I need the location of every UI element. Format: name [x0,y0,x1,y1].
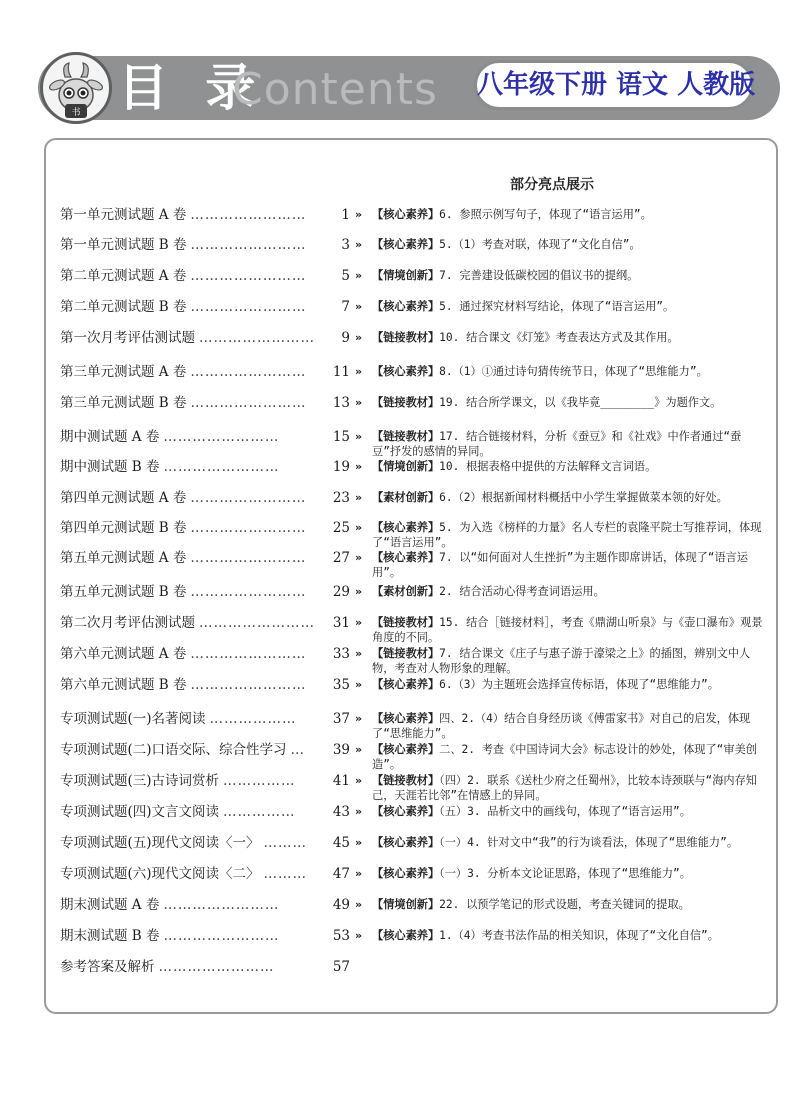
highlight-note [372,677,767,692]
toc-entry-label: 专项测试题(五)现代文阅读〈一〉 [60,835,260,851]
toc-entry-label: 第五单元测试题 B 卷 [60,584,187,600]
dot-leader: …………………… [190,395,307,411]
toc-page-number: 1 [341,207,350,223]
toc-page-number: 13 [332,395,350,411]
toc-entry-label: 期中测试题 B 卷 [60,459,160,475]
dot-leader: …………………… [190,490,307,506]
toc-entry-title[interactable] [60,296,340,318]
highlight-note [372,459,767,474]
toc-entry-title[interactable] [60,643,340,665]
dot-leader: ……………… [209,711,297,727]
highlight-text: （五）3. 品析文中的画线句，体现了“语言运用”。 [439,805,691,818]
toc-page-number: 23 [332,490,350,506]
toc-entry-label: 专项测试题(二)口语交际、综合性学习 [60,742,287,758]
highlight-tag: 【核心素养】 [372,712,440,725]
highlight-text: 17. 结合链接材料，分析《蚕豆》和《社戏》中作者通过“蚕豆”抒发的感情的异同。 [372,430,742,458]
toc-row[interactable] [0,894,790,918]
highlight-tag: 【核心素养】 [372,300,440,313]
toc-row[interactable] [0,456,790,480]
toc-entry-title[interactable] [60,456,340,478]
toc-page-number: 15 [332,429,350,445]
highlight-note [372,237,767,252]
toc-page-number: 7 [341,299,350,315]
highlight-tag: 【核心素养】 [372,521,440,534]
double-chevron-icon: » [355,678,363,691]
toc-entry-label: 第二单元测试题 B 卷 [60,299,187,315]
double-chevron-icon: » [355,551,363,564]
toc-page-number: 11 [332,364,350,380]
toc-entry-label: 第六单元测试题 A 卷 [60,646,187,662]
toc-entry-label: 专项测试题(六)现代文阅读〈二〉 [60,866,260,882]
highlight-tag: 【核心素养】 [372,805,440,818]
double-chevron-icon: » [355,929,363,942]
dot-leader: …………………… [163,897,280,913]
double-chevron-icon: » [355,208,363,221]
double-chevron-icon: » [355,491,363,504]
toc-row[interactable] [0,234,790,258]
highlight-note [372,615,767,645]
double-chevron-icon: » [355,712,363,725]
toc-entry-title[interactable] [60,894,340,916]
highlight-tag: 【情境创新】 [372,269,440,282]
highlight-note [372,207,767,222]
toc-page-number: 39 [332,742,350,758]
double-chevron-icon: » [355,585,363,598]
double-chevron-icon: » [355,647,363,660]
highlight-text: 7. 结合课文《庄子与惠子游于濠梁之上》的插图，辨别文中人物，考查对人物形象的理解。 [372,647,751,675]
dot-leader: …………………… [158,959,275,975]
highlight-text: 二、2. 考查《中国诗词大会》标志设计的妙处，体现了“审美创造”。 [372,743,757,771]
toc-entry-label: 专项测试题(三)古诗词赏析 [60,773,220,789]
highlight-tag: 【核心素养】 [372,743,440,756]
toc-row[interactable] [0,863,790,887]
dot-leader: …………………… [190,299,307,315]
highlight-note [372,835,767,850]
toc-row[interactable] [0,296,790,320]
highlight-text: 1.（4）考查书法作品的相关知识，体现了“文化自信”。 [439,929,719,942]
dot-leader: … [290,742,306,758]
dot-leader: …………………… [190,646,307,662]
highlight-text: 四、2.（4）结合自身经历谈《傅雷家书》对自己的启发，体现了“思维能力”。 [372,712,751,740]
dot-leader: …………………… [190,550,307,566]
toc-page-number: 3 [341,237,350,253]
toc-row[interactable] [0,327,790,351]
highlight-tag: 【核心素养】 [372,551,440,564]
toc-entry-label: 第四单元测试题 B 卷 [60,520,187,536]
toc-entry-label: 期末测试题 A 卷 [60,897,160,913]
dot-leader: …………………… [163,928,280,944]
highlight-tag: 【素材创新】 [372,491,440,504]
toc-entry-label: 专项测试题(四)文言文阅读 [60,804,220,820]
highlight-text: 10. 根据表格中提供的方法解释文言词语。 [439,460,657,473]
highlight-tag: 【核心素养】 [372,208,440,221]
toc-entry-title[interactable] [60,708,340,730]
toc-page-number: 53 [332,928,350,944]
highlight-tag: 【链接教材】 [372,774,440,787]
toc-entry-label: 第二单元测试题 A 卷 [60,268,187,284]
highlight-note [372,742,767,772]
toc-entry-title[interactable] [60,361,340,383]
dot-leader: …………………… [190,677,307,693]
toc-row[interactable] [0,708,790,740]
toc-entry-label: 期中测试题 A 卷 [60,429,160,445]
goat-mascot-icon [40,52,112,124]
toc-entry-label: 第五单元测试题 A 卷 [60,550,187,566]
dot-leader: …………………… [199,330,315,346]
toc-entry-label: 参考答案及解析 [60,959,155,975]
highlight-text: 7. 以“如何面对人生挫折”为主题作即席讲话，体现了“语言运用”。 [372,551,749,579]
toc-page-number: 27 [332,550,350,566]
highlight-note [372,550,767,580]
highlight-tag: 【核心素养】 [372,929,440,942]
double-chevron-icon: » [355,836,363,849]
toc-entry-title[interactable] [60,392,340,414]
page-title-english: Contents [232,64,438,115]
highlight-text: 6.（3）为主题班会选择宣传标语，体现了“思维能力”。 [439,678,719,691]
dot-leader: …………………… [199,615,315,631]
toc-entry-label: 第二次月考评估测试题 [60,615,195,631]
dot-leader: …………………… [163,429,280,445]
highlight-note [372,584,767,599]
highlight-note [372,268,767,283]
highlight-note [372,330,767,345]
highlight-tag: 【核心素养】 [372,365,440,378]
double-chevron-icon: » [355,867,363,880]
double-chevron-icon: » [355,365,363,378]
dot-leader: …………… [223,804,296,820]
double-chevron-icon: » [355,430,363,443]
double-chevron-icon: » [355,396,363,409]
highlight-text: 7. 完善建设低碳校园的倡议书的提纲。 [439,269,639,282]
highlight-text: 6. 参照示例写句子，体现了“语言运用”。 [439,208,652,221]
highlight-text: 6.（2）根据新闻材料概括中小学生掌握做菜本领的好处。 [439,491,728,504]
highlight-text: （四）2. 联系《送杜少府之任蜀州》，比较本诗颈联与“海内存知己，天涯若比邻”在情感上的异同。 [372,774,757,802]
toc-entry-label: 专项测试题(一)名著阅读 [60,711,206,727]
highlight-note [372,520,767,550]
toc-page-number: 45 [332,835,350,851]
toc-row[interactable] [0,426,790,458]
double-chevron-icon: » [355,521,363,534]
double-chevron-icon: » [355,805,363,818]
highlight-text: 8.（1）①通过诗句猜传统节日，体现了“思维能力”。 [439,365,708,378]
page-title: 目 录 [118,59,266,117]
highlight-note [372,490,767,505]
highlight-note [372,928,767,943]
toc-page-number: 47 [332,866,350,882]
highlight-note [372,646,767,676]
toc-entry-title[interactable] [60,234,340,256]
double-chevron-icon: » [355,774,363,787]
toc-page-number: 49 [332,897,350,913]
highlight-text: 5. 为入选《榜样的力量》名人专栏的袁隆平院士写推荐词，体现了“语言运用”。 [372,521,762,549]
highlight-text: （一）3. 分析本文论证思路，体现了“思维能力”。 [439,867,691,880]
highlight-tag: 【素材创新】 [372,585,440,598]
double-chevron-icon: » [355,743,363,756]
toc-page-number: 35 [332,677,350,693]
svg-text:书: 书 [71,108,81,118]
toc-page-number: 43 [332,804,350,820]
toc-page-number: 41 [332,773,350,789]
toc-page-number: 31 [332,615,350,631]
highlight-note [372,299,767,314]
highlight-tag: 【链接教材】 [372,647,440,660]
toc-row[interactable] [0,832,790,856]
dot-leader: …………… [223,773,296,789]
toc-row[interactable] [0,739,790,771]
double-chevron-icon: » [355,300,363,313]
highlight-note [372,773,767,803]
highlight-note [372,711,767,741]
highlight-tag: 【核心素养】 [372,836,440,849]
toc-row[interactable] [0,612,790,644]
toc-page-number: 37 [332,711,350,727]
toc-entry-label: 第一单元测试题 B 卷 [60,237,187,253]
double-chevron-icon: » [355,331,363,344]
toc-row[interactable] [0,392,790,416]
highlight-tag: 【情境创新】 [372,460,440,473]
toc-row[interactable] [0,581,790,605]
toc-row[interactable] [0,517,790,549]
dot-leader: …………………… [163,459,280,475]
highlight-note [372,364,767,379]
highlight-text: 15. 结合［链接材料］，考查《鼎湖山听泉》与《壶口瀑布》观景角度的不同。 [372,616,763,644]
toc-entry-title[interactable] [60,925,340,947]
highlight-text: 19. 结合所学课文，以《我毕竟________》为题作文。 [439,396,722,409]
toc-entry-label: 第一次月考评估测试题 [60,330,195,346]
double-chevron-icon: » [355,269,363,282]
double-chevron-icon: » [355,238,363,251]
toc-row[interactable] [0,925,790,949]
highlight-text: 5.（1）考查对联，体现了“文化自信”。 [439,238,641,251]
toc-row[interactable] [0,674,790,698]
dot-leader: …………………… [190,207,307,223]
toc-row[interactable] [0,204,790,228]
toc-row[interactable] [0,265,790,289]
dot-leader: ……… [263,835,308,851]
highlight-note [372,866,767,881]
toc-entry-title[interactable] [60,517,340,539]
toc-entry-title[interactable] [60,956,340,978]
toc-entry-label: 第四单元测试题 A 卷 [60,490,187,506]
toc-entry-title[interactable] [60,327,340,349]
highlight-text: 10. 结合课文《灯笼》考查表达方式及其作用。 [439,331,679,344]
highlight-tag: 【链接教材】 [372,616,440,629]
toc-page-number: 57 [332,959,350,975]
toc-page-number: 29 [332,584,350,600]
toc-entry-title[interactable] [60,204,340,226]
double-chevron-icon: » [355,616,363,629]
toc-entry-label: 第一单元测试题 A 卷 [60,207,187,223]
dot-leader: …………………… [190,584,307,600]
toc-entry-label: 第三单元测试题 A 卷 [60,364,187,380]
grade-badge: 八年级下册 语文 人教版 [474,60,754,110]
highlight-tag: 【情境创新】 [372,898,440,911]
highlight-tag: 【链接教材】 [372,331,440,344]
toc-entry-title[interactable] [60,547,340,569]
highlight-note [372,897,767,912]
highlight-note [372,429,767,459]
toc-entry-title[interactable] [60,487,340,509]
toc-entry-title[interactable] [60,739,340,761]
highlight-text: （一）4. 针对文中“我”的行为谈看法，体现了“思维能力”。 [439,836,739,849]
toc-row[interactable] [0,770,790,802]
highlight-tag: 【核心素养】 [372,238,440,251]
highlight-tag: 【链接教材】 [372,430,440,443]
highlight-text: 5. 通过探究材料写结论，体现了“语言运用”。 [439,300,675,313]
toc-entry-label: 第六单元测试题 B 卷 [60,677,187,693]
toc-page-number: 33 [332,646,350,662]
toc-page-number: 19 [332,459,350,475]
toc-entry-title[interactable] [60,801,340,823]
double-chevron-icon: » [355,460,363,473]
toc-entry-title[interactable] [60,426,340,448]
double-chevron-icon: » [355,898,363,911]
dot-leader: …………………… [190,237,307,253]
toc-entry-title[interactable] [60,581,340,603]
toc-entry-label: 期末测试题 B 卷 [60,928,160,944]
highlight-text: 2. 结合活动心得考查词语运用。 [439,585,605,598]
highlight-note [372,395,767,410]
toc-entry-title[interactable] [60,770,340,792]
dot-leader: …………………… [190,520,307,536]
toc-entry-title[interactable] [60,674,340,696]
toc-row[interactable] [0,547,790,579]
dot-leader: …………………… [190,268,307,284]
toc-entry-label: 第三单元测试题 B 卷 [60,395,187,411]
toc-entry-title[interactable] [60,612,340,634]
toc-page-number: 9 [341,330,350,346]
toc-row[interactable] [0,643,790,675]
toc-row[interactable] [0,801,790,825]
toc-row[interactable] [0,361,790,385]
highlight-text: 22. 以预学笔记的形式设题，考查关键词的提取。 [439,898,690,911]
dot-leader: …………………… [190,364,307,380]
toc-page-number: 25 [332,520,350,536]
highlights-heading: 部分亮点展示 [510,177,594,193]
toc-page-number: 5 [341,268,350,284]
highlight-tag: 【链接教材】 [372,396,440,409]
toc-row[interactable] [0,487,790,511]
highlight-tag: 【核心素养】 [372,867,440,880]
highlight-tag: 【核心素养】 [372,678,440,691]
toc-entry-title[interactable] [60,863,340,885]
dot-leader: ……… [263,866,308,882]
toc-entry-title[interactable] [60,832,340,854]
toc-row[interactable] [0,956,790,980]
highlight-note [372,804,767,819]
toc-entry-title[interactable] [60,265,340,287]
